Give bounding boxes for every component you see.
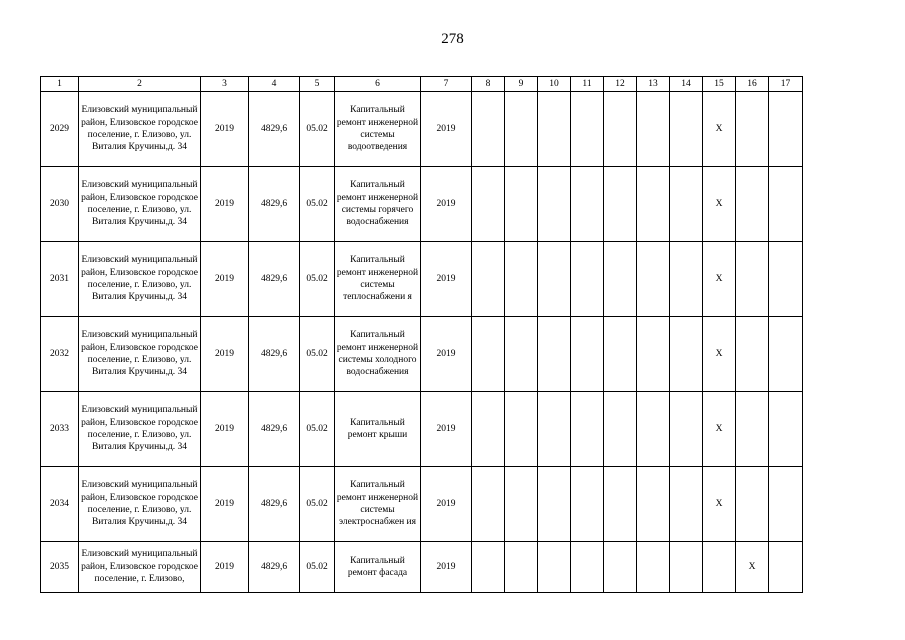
mark-cell	[604, 392, 637, 467]
mark-cell	[538, 317, 571, 392]
code-cell: 05.02	[300, 92, 335, 167]
address-cell	[79, 242, 201, 317]
mark-cell	[472, 392, 505, 467]
year-built-cell: 2019	[201, 92, 249, 167]
table-row	[41, 467, 803, 542]
mark-cell	[703, 542, 736, 593]
column-header: 3	[201, 77, 249, 92]
register-table	[40, 76, 803, 593]
mark-cell	[538, 542, 571, 593]
code-cell: 05.02	[300, 392, 335, 467]
row-number-cell: 2034	[41, 467, 79, 542]
year-built-cell: 2019	[201, 167, 249, 242]
column-header: 13	[637, 77, 670, 92]
mark-cell	[769, 542, 803, 593]
address-cell	[79, 317, 201, 392]
column-header: 4	[249, 77, 300, 92]
mark-cell	[571, 92, 604, 167]
work-type-cell-text: Капитальный ремонт инженерной системы водоотведения	[336, 105, 419, 153]
address-cell	[79, 167, 201, 242]
mark-cell: X	[703, 92, 736, 167]
code-cell: 05.02	[300, 167, 335, 242]
address-cell-text: Елизовский муниципальный район, Елизовское городское поселение, г. Елизово, ул. Виталия Кручины,д. 34	[81, 480, 198, 528]
mark-cell	[637, 317, 670, 392]
mark-cell	[670, 242, 703, 317]
work-type-cell	[335, 167, 421, 242]
column-header: 12	[604, 77, 637, 92]
mark-cell	[670, 392, 703, 467]
mark-cell	[637, 92, 670, 167]
area-cell: 4829,6	[249, 392, 300, 467]
mark-cell	[571, 242, 604, 317]
work-year-cell: 2019	[421, 167, 472, 242]
work-type-cell	[335, 392, 421, 467]
column-header: 1	[41, 77, 79, 92]
mark-cell	[637, 392, 670, 467]
mark-cell	[670, 317, 703, 392]
column-header: 17	[769, 77, 803, 92]
table-row	[41, 167, 803, 242]
address-cell	[79, 392, 201, 467]
area-cell: 4829,6	[249, 92, 300, 167]
table-row	[41, 242, 803, 317]
mark-cell	[670, 167, 703, 242]
mark-cell: X	[703, 167, 736, 242]
code-cell: 05.02	[300, 242, 335, 317]
mark-cell	[538, 92, 571, 167]
mark-cell	[769, 317, 803, 392]
work-type-cell-text: Капитальный ремонт инженерной системы холодного водоснабжения	[336, 330, 419, 378]
work-year-cell: 2019	[421, 467, 472, 542]
work-year-cell: 2019	[421, 92, 472, 167]
mark-cell	[604, 167, 637, 242]
column-header: 6	[335, 77, 421, 92]
mark-cell	[670, 467, 703, 542]
mark-cell	[505, 392, 538, 467]
column-header: 10	[538, 77, 571, 92]
mark-cell	[736, 167, 769, 242]
year-built-cell: 2019	[201, 542, 249, 593]
address-cell	[79, 467, 201, 542]
address-cell-text: Елизовский муниципальный район, Елизовское городское поселение, г. Елизово, ул. Виталия Кручины,д. 34	[81, 105, 198, 153]
column-number-header-row	[41, 77, 803, 92]
mark-cell	[736, 92, 769, 167]
address-cell-text: Елизовский муниципальный район, Елизовское городское поселение, г. Елизово, ул. Виталия Кручины,д. 34	[81, 255, 198, 303]
mark-cell	[571, 317, 604, 392]
mark-cell	[571, 542, 604, 593]
address-cell-text: Елизовский муниципальный район, Елизовское городское поселение, г. Елизово,	[81, 549, 198, 585]
mark-cell	[769, 92, 803, 167]
row-number-cell: 2035	[41, 542, 79, 593]
address-cell-text: Елизовский муниципальный район, Елизовское городское поселение, г. Елизово, ул. Виталия Кручины,д. 34	[81, 330, 198, 378]
mark-cell	[505, 242, 538, 317]
work-type-cell-text: Капитальный ремонт инженерной системы горячего водоснабжения	[336, 180, 419, 228]
mark-cell	[637, 542, 670, 593]
column-header: 2	[79, 77, 201, 92]
mark-cell	[505, 92, 538, 167]
work-year-cell: 2019	[421, 317, 472, 392]
mark-cell: X	[703, 242, 736, 317]
mark-cell	[472, 317, 505, 392]
code-cell: 05.02	[300, 467, 335, 542]
mark-cell	[472, 167, 505, 242]
column-header: 11	[571, 77, 604, 92]
mark-cell	[505, 542, 538, 593]
address-cell-text: Елизовский муниципальный район, Елизовское городское поселение, г. Елизово, ул. Виталия Кручины,д. 34	[81, 180, 198, 228]
work-type-cell	[335, 242, 421, 317]
column-header: 16	[736, 77, 769, 92]
area-cell: 4829,6	[249, 167, 300, 242]
work-year-cell: 2019	[421, 542, 472, 593]
mark-cell	[571, 467, 604, 542]
code-cell: 05.02	[300, 542, 335, 593]
mark-cell	[604, 467, 637, 542]
mark-cell	[604, 317, 637, 392]
mark-cell	[505, 317, 538, 392]
work-type-cell-text: Капитальный ремонт инженерной системы электроснабжен ия	[336, 480, 419, 528]
mark-cell	[472, 242, 505, 317]
mark-cell	[472, 542, 505, 593]
mark-cell	[670, 542, 703, 593]
mark-cell	[769, 242, 803, 317]
area-cell: 4829,6	[249, 467, 300, 542]
work-type-cell	[335, 467, 421, 542]
column-header: 15	[703, 77, 736, 92]
column-header: 8	[472, 77, 505, 92]
year-built-cell: 2019	[201, 467, 249, 542]
work-type-cell	[335, 317, 421, 392]
address-cell-text: Елизовский муниципальный район, Елизовское городское поселение, г. Елизово, ул. Виталия Кручины,д. 34	[81, 405, 198, 453]
mark-cell	[571, 167, 604, 242]
table-row	[41, 542, 803, 593]
area-cell: 4829,6	[249, 242, 300, 317]
mark-cell: X	[703, 467, 736, 542]
mark-cell	[769, 167, 803, 242]
row-number-cell: 2032	[41, 317, 79, 392]
year-built-cell: 2019	[201, 317, 249, 392]
work-year-cell: 2019	[421, 392, 472, 467]
table-row	[41, 92, 803, 167]
work-type-cell-text: Капитальный ремонт фасада	[347, 555, 408, 578]
work-year-cell: 2019	[421, 242, 472, 317]
mark-cell	[670, 92, 703, 167]
column-header: 5	[300, 77, 335, 92]
mark-cell	[604, 542, 637, 593]
year-built-cell: 2019	[201, 242, 249, 317]
mark-cell	[604, 242, 637, 317]
area-cell: 4829,6	[249, 542, 300, 593]
mark-cell	[538, 167, 571, 242]
column-header: 14	[670, 77, 703, 92]
row-number-cell: 2029	[41, 92, 79, 167]
table-row	[41, 392, 803, 467]
mark-cell	[637, 167, 670, 242]
row-number-cell: 2030	[41, 167, 79, 242]
work-type-cell	[335, 92, 421, 167]
mark-cell: X	[703, 317, 736, 392]
mark-cell	[571, 392, 604, 467]
mark-cell	[769, 467, 803, 542]
mark-cell	[538, 467, 571, 542]
mark-cell: X	[736, 542, 769, 593]
work-type-cell-text: Капитальный ремонт крыши	[347, 417, 408, 440]
mark-cell	[637, 242, 670, 317]
year-built-cell: 2019	[201, 392, 249, 467]
mark-cell	[637, 467, 670, 542]
work-type-cell	[335, 542, 421, 593]
mark-cell	[736, 467, 769, 542]
mark-cell	[736, 242, 769, 317]
row-number-cell: 2031	[41, 242, 79, 317]
address-cell	[79, 92, 201, 167]
mark-cell: X	[703, 392, 736, 467]
mark-cell	[538, 392, 571, 467]
column-header: 7	[421, 77, 472, 92]
mark-cell	[505, 167, 538, 242]
mark-cell	[604, 92, 637, 167]
row-number-cell: 2033	[41, 392, 79, 467]
code-cell: 05.02	[300, 317, 335, 392]
mark-cell	[472, 467, 505, 542]
area-cell: 4829,6	[249, 317, 300, 392]
column-header: 9	[505, 77, 538, 92]
work-type-cell-text: Капитальный ремонт инженерной системы теплоснабжени я	[336, 255, 419, 303]
mark-cell	[505, 467, 538, 542]
address-cell	[79, 542, 201, 593]
mark-cell	[736, 392, 769, 467]
mark-cell	[472, 92, 505, 167]
mark-cell	[538, 242, 571, 317]
mark-cell	[769, 392, 803, 467]
page-number: 278	[441, 31, 464, 47]
table-row	[41, 317, 803, 392]
mark-cell	[736, 317, 769, 392]
